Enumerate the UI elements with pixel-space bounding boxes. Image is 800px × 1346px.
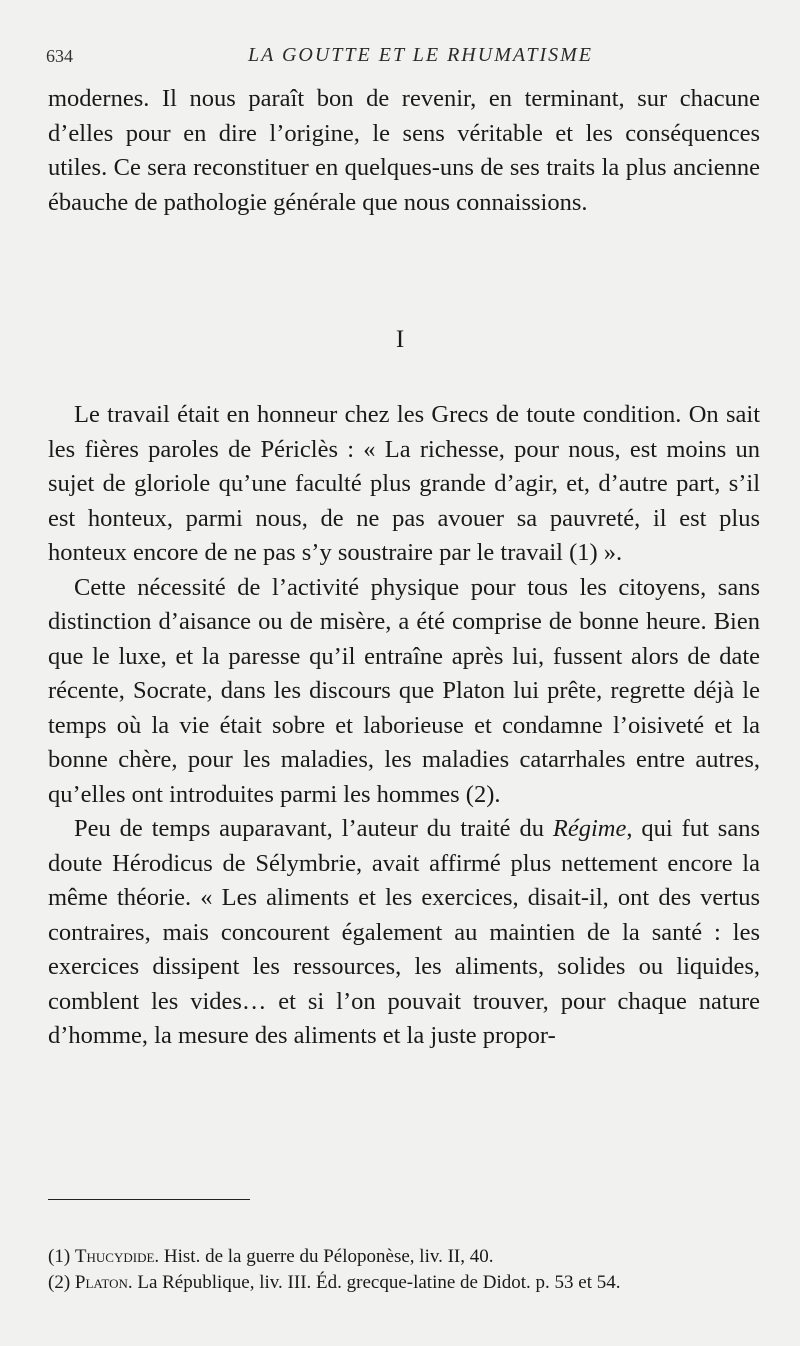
footnote (48, 1244, 760, 1270)
page-number: 634 (46, 46, 73, 66)
paragraph-text: , qui fut sans doute Hérodicus de Sélymbrie, avait affirmé plus nettement encore la même théorie. « Les aliments et les exercices, disait-il, ont des vertus contraires, mais concourent également au maintien de la santé : les exercices dissipent les ressources, les aliments, solides ou liquides, comblent les vides… et si l’on pouvait trouver, pour chaque nature d’homme, la mesure des aliments et la juste propor- (48, 815, 760, 1049)
footnote-author: Thucydide (74, 1246, 155, 1267)
paragraph (48, 812, 760, 1054)
paragraph: Cette nécessité de l’activité physique pour tous les citoyens, sans distinction d’aisance ou de misère, a été comprise de bonne heure. Bien que le luxe, et la paresse qu’il entraîne après lui, fussent alors de date récente, Socrate, dans les discours que Platon lui prête, regrette déjà le temps où la vie était sobre et laborieuse et condamne l’oisiveté et la bonne chère, pour les maladies, les maladies catarrhales entre autres, qu’elles ont introduites parmi les hommes (2). (48, 573, 760, 808)
page-header (46, 40, 766, 72)
section-numeral: I (395, 326, 405, 353)
footnote-marker: (1) (48, 1246, 75, 1267)
footnotes (48, 1244, 760, 1296)
intro-paragraph-block (48, 82, 760, 220)
section-body (48, 398, 760, 1054)
footnote-text: . La République, liv. III. Éd. grecque-latine de Didot. p. 53 et 54. (127, 1272, 621, 1293)
footnote (48, 1270, 760, 1296)
paragraph-text: Peu de temps auparavant, l’auteur du traité du (74, 815, 553, 842)
footnote-author: Platon (74, 1272, 128, 1293)
running-head: LA GOUTTE ET LE RHUMATISME (248, 44, 593, 66)
work-title: Régime (552, 815, 627, 842)
paragraph: Le travail était en honneur chez les Grecs de toute condition. On sait les fières paroles de Périclès : « La richesse, pour nous, est moins un sujet de gloriole qu’une faculté plus grande d’agir, et, d’autre part, s’il est honteux, parmi nous, de ne pas avouer sa pauvreté, il est plus honteux encore de ne pas s’y soustraire par le travail (1) ». (48, 401, 760, 566)
intro-paragraph: modernes. Il nous paraît bon de revenir, en terminant, sur chacune d’elles pour en dire l’origine, le sens véritable et les conséquences utiles. Ce sera reconstituer en quelques-uns de ses traits la plus ancienne ébauche de pathologie générale que nous connaissions. (48, 85, 760, 216)
footnote-marker: (2) (48, 1272, 75, 1293)
footnote-divider (48, 1199, 250, 1200)
footnote-text: . Hist. de la guerre du Péloponèse, liv. II, 40. (154, 1246, 494, 1267)
